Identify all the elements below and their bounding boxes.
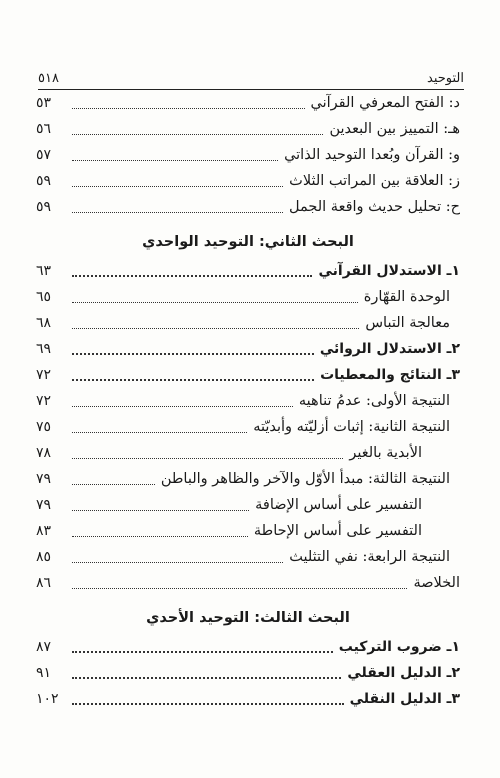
toc-entry-page: ٨٥	[36, 549, 52, 565]
toc-entry-page: ٦٣	[36, 263, 52, 279]
dot-leader	[72, 186, 283, 187]
toc-entry-page: ٧٥	[36, 419, 52, 435]
toc-entry-title: ٣ـ النتائج والمعطيات	[316, 367, 460, 383]
toc-entry-title: النتيجة الثانية: إثبات أزليّته وأبديّته	[249, 419, 450, 435]
dot-leader	[72, 536, 248, 537]
toc-entry[interactable]	[36, 466, 460, 492]
dot-leader	[72, 302, 358, 303]
toc-entry[interactable]	[36, 440, 460, 466]
toc-entry[interactable]	[36, 284, 460, 310]
toc-entry[interactable]	[36, 388, 460, 414]
toc-entry-page: ٦٩	[36, 341, 52, 357]
dot-leader	[72, 108, 305, 109]
toc-entry-title: هـ: التمييز بين البعدين	[325, 121, 460, 137]
toc-entry[interactable]	[36, 168, 460, 194]
dot-leader	[72, 703, 344, 705]
toc-entry-page: ٧٩	[36, 497, 52, 513]
running-header	[38, 64, 464, 86]
toc-entry[interactable]	[36, 544, 460, 570]
toc-entry[interactable]	[36, 142, 460, 168]
toc-entry-page: ٥٧	[36, 147, 52, 163]
dot-leader	[72, 160, 278, 161]
table-of-contents	[36, 90, 460, 712]
toc-entry-title: معالجة التباس	[361, 315, 450, 331]
header-title: التوحيد	[427, 71, 464, 86]
toc-entry-page: ٧٩	[36, 471, 52, 487]
toc-entry[interactable]	[36, 414, 460, 440]
toc-entry-page: ٧٢	[36, 393, 52, 409]
toc-entry-page: ٨٦	[36, 575, 52, 591]
dot-leader	[72, 212, 283, 213]
toc-entry-title: ٢ـ الاستدلال الروائي	[316, 341, 460, 357]
toc-entry[interactable]	[36, 686, 460, 712]
toc-entry[interactable]	[36, 258, 460, 284]
toc-entry-title: ٣ـ الدليل النقلي	[346, 691, 460, 707]
toc-entry-title: ١ـ ضروب التركيب	[335, 639, 460, 655]
toc-entry[interactable]	[36, 660, 460, 686]
toc-entry-title: و: القرآن وبُعدا التوحيد الذاتي	[280, 147, 460, 163]
dot-leader	[72, 134, 323, 135]
toc-entry[interactable]	[36, 116, 460, 142]
toc-entry[interactable]	[36, 194, 460, 220]
toc-entry-title: ح: تحليل حديث واقعة الجمل	[285, 199, 460, 215]
toc-entry-page: ٧٨	[36, 445, 52, 461]
dot-leader	[72, 328, 359, 329]
toc-entry-page: ٨٣	[36, 523, 52, 539]
toc-entry-page: ٥٣	[36, 95, 52, 111]
section-heading: البحث الثالث: التوحيد الأحدي	[146, 610, 350, 626]
toc-entry-title: الأبدية بالغير	[345, 445, 422, 461]
header-page-number: ٥١٨	[38, 71, 59, 86]
dot-leader	[72, 562, 283, 563]
toc-entry-page: ٧٢	[36, 367, 52, 383]
dot-leader	[72, 432, 247, 433]
toc-entry[interactable]	[36, 518, 460, 544]
toc-entry[interactable]	[36, 570, 460, 596]
toc-entry-title: ٢ـ الدليل العقلي	[343, 665, 460, 681]
toc-entry-title: التفسير على أساس الإحاطة	[250, 523, 422, 539]
toc-entry-title: ز: العلاقة بين المراتب الثلاث	[285, 173, 460, 189]
dot-leader	[72, 275, 312, 277]
dot-leader	[72, 379, 314, 381]
toc-entry-page: ٥٦	[36, 121, 52, 137]
dot-leader	[72, 651, 333, 653]
toc-entry-page: ٥٩	[36, 199, 52, 215]
dot-leader	[72, 406, 293, 407]
toc-entry[interactable]	[36, 90, 460, 116]
dot-leader	[72, 677, 341, 679]
dot-leader	[72, 484, 155, 485]
toc-entry-page: ١٠٢	[36, 691, 59, 707]
toc-entry[interactable]	[36, 310, 460, 336]
toc-entry[interactable]	[36, 362, 460, 388]
toc-entry[interactable]	[36, 492, 460, 518]
toc-entry[interactable]	[36, 634, 460, 660]
section-heading: البحث الثاني: التوحيد الواحدي	[142, 234, 354, 250]
toc-entry-title: الخلاصة	[409, 575, 460, 591]
toc-entry-title: د: الفتح المعرفي القرآني	[307, 95, 460, 111]
toc-entry-title: الوحدة القهّارة	[360, 289, 450, 305]
dot-leader	[72, 353, 314, 355]
toc-entry[interactable]	[36, 336, 460, 362]
toc-entry-title: النتيجة الأولى: عدمُ تناهيه	[295, 393, 450, 409]
dot-leader	[72, 588, 407, 589]
toc-entry-page: ٦٨	[36, 315, 52, 331]
dot-leader	[72, 458, 343, 459]
toc-entry-page: ٥٩	[36, 173, 52, 189]
toc-entry-page: ٦٥	[36, 289, 52, 305]
dot-leader	[72, 510, 249, 511]
toc-entry-title: التفسير على أساس الإضافة	[251, 497, 422, 513]
toc-entry-title: النتيجة الرابعة: نفي التثليث	[285, 549, 450, 565]
toc-entry-page: ٨٧	[36, 639, 52, 655]
toc-entry-title: النتيجة الثالثة: مبدأ الأوّل والآخر والظاهر والباطن	[157, 471, 450, 487]
toc-entry-title: ١ـ الاستدلال القرآني	[314, 263, 460, 279]
toc-entry-page: ٩١	[36, 665, 52, 681]
